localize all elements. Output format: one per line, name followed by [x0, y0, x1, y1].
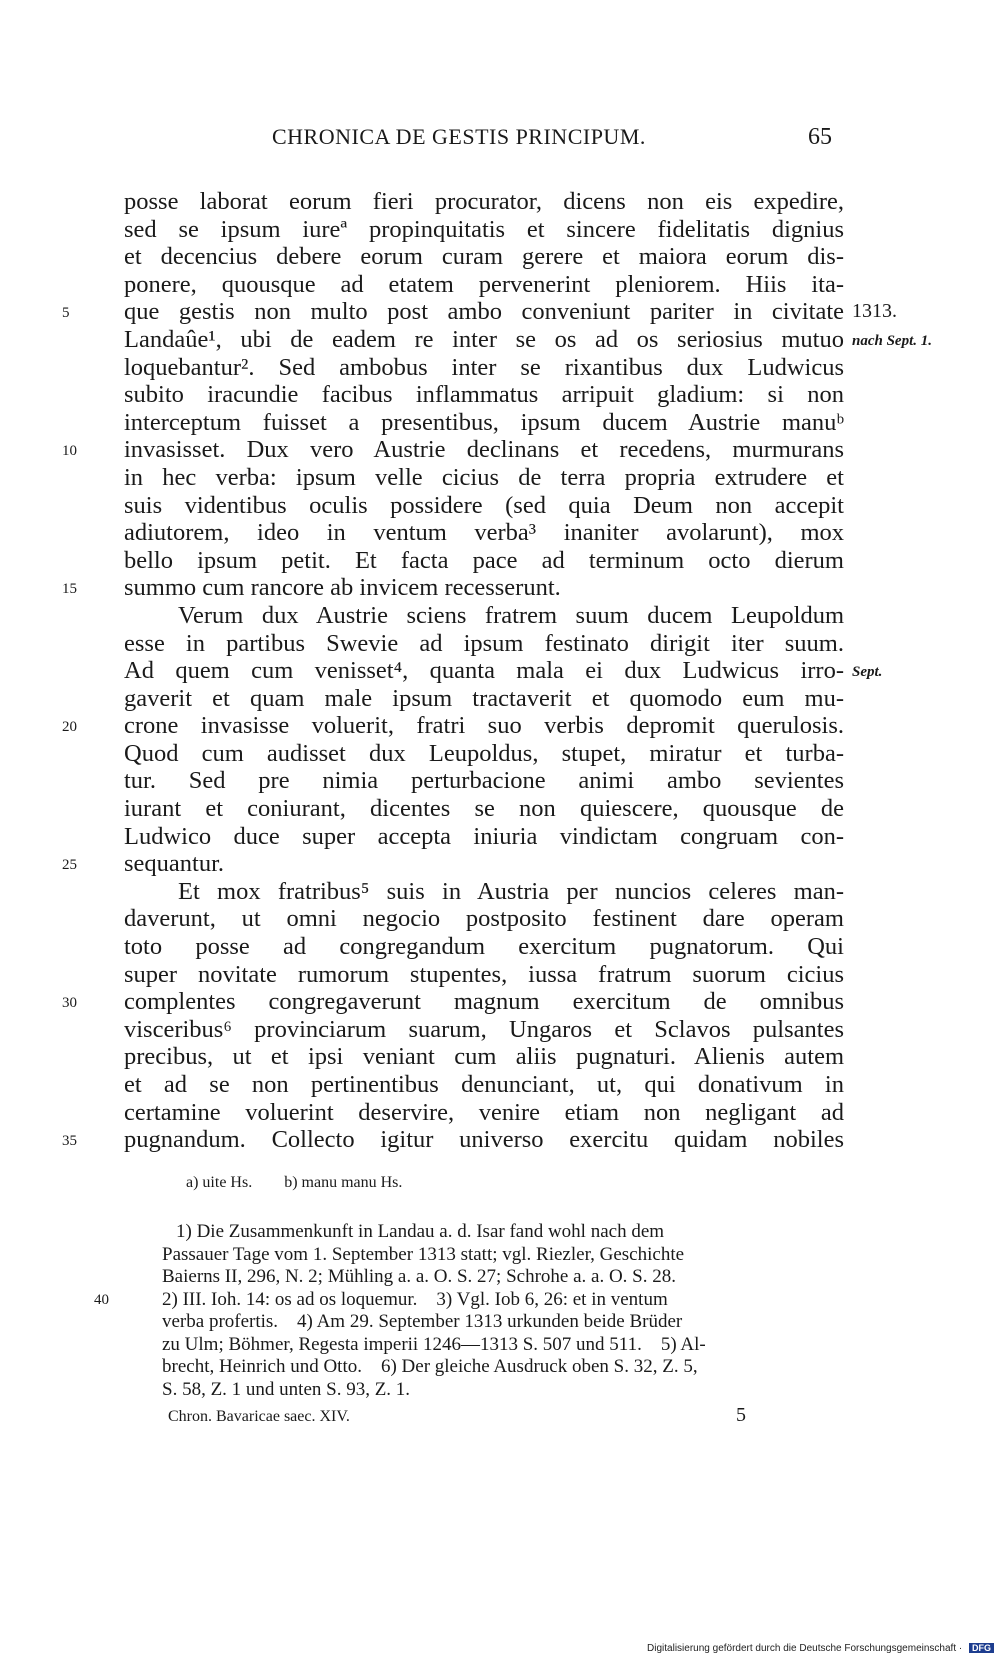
margin-date-note: nach Sept. 1.	[852, 332, 933, 349]
line-text: in hec verba: ipsum velle cicius de terra propria extrudere et	[124, 463, 844, 491]
line-number: 35	[62, 1133, 77, 1150]
line-text: toto posse ad congregandum exercitum pugnatorum. Qui	[124, 933, 844, 961]
line-text: loquebantur². Sed ambobus inter se rixantibus dux Ludwicus	[124, 353, 844, 381]
line-text: interceptum fuisset a presentibus, ipsum ducem Austrie manuᵇ	[124, 408, 844, 436]
line-text: daverunt, ut omni negocio postposito festinent dare operam	[124, 905, 844, 933]
line-number: 15	[62, 581, 77, 598]
line-text: crone invasisse voluerit, fratri suo verbis depromit querulosis.	[124, 712, 844, 740]
text-line	[124, 905, 844, 933]
line-text: super novitate rumorum stupentes, iussa fratrum suorum cicius	[124, 960, 844, 988]
text-line	[62, 436, 844, 464]
footnote-text: zu Ulm; Böhmer, Regesta imperii 1246—1313 S. 507 und 511. 5) Al-	[162, 1333, 706, 1355]
text-line	[124, 602, 844, 630]
text-line	[62, 1126, 844, 1154]
text-line	[62, 988, 844, 1016]
page-number: 65	[808, 124, 832, 150]
footnote-line	[162, 1266, 846, 1289]
line-number: 25	[62, 857, 77, 874]
line-text: Landaûe¹, ubi de eadem re inter se os ad os seriosius mutuo	[124, 325, 844, 353]
line-text: sequantur.	[124, 850, 225, 878]
signature-text: Chron. Bavaricae saec. XIV.	[168, 1408, 350, 1425]
text-line	[124, 216, 844, 244]
text-line	[124, 823, 844, 851]
critical-apparatus	[186, 1174, 434, 1192]
text-line	[62, 298, 897, 326]
text-line	[124, 1043, 844, 1071]
line-text: visceribus⁶ provinciarum suarum, Ungaros et Sclavos pulsantes	[124, 1015, 844, 1043]
text-line	[124, 1099, 844, 1127]
text-line	[124, 795, 844, 823]
text-line	[124, 188, 844, 216]
text-line	[124, 243, 844, 271]
line-number: 10	[62, 443, 77, 460]
text-line	[124, 271, 844, 299]
line-text: ponere, quousque ad etatem pervenerint pleniorem. Hiis ita-	[124, 270, 844, 298]
footnote-text: verba profertis. 4) Am 29. September 1313 urkunden beide Brüder	[162, 1311, 683, 1332]
footnote-text: 2) III. Ioh. 14: os ad os loquemur. 3) Vgl. Iob 6, 26: et in ventum	[162, 1288, 668, 1310]
line-text: pugnandum. Collecto igitur universo exercitu quidam nobiles	[124, 1126, 844, 1154]
footnotes	[94, 1221, 846, 1401]
line-text: posse laborat eorum fieri procurator, dicens non eis expedire,	[124, 188, 844, 215]
footnote-line	[162, 1334, 846, 1357]
line-text: et ad se non pertinentibus denunciant, ut, qui donativum in	[124, 1071, 844, 1098]
line-text: que gestis non multo post ambo conveniunt pariter in civitate	[124, 298, 844, 326]
line-text: Et mox fratribus⁵ suis in Austria per nuncios celeres man-	[178, 877, 844, 905]
text-line	[124, 1071, 844, 1099]
footnote-text: Baierns II, 296, N. 2; Mühling a. a. O. S. 27; Schrohe a. a. O. S. 28.	[162, 1266, 676, 1287]
margin-date-note: 1313.	[852, 300, 897, 323]
line-text: precibus, ut et ipsi veniant cum aliis pugnaturi. Alienis autem	[124, 1043, 844, 1071]
digitization-credit	[647, 1643, 994, 1654]
line-text: iurant et coniurant, dicentes se non quiescere, quousque de	[124, 795, 844, 823]
line-text: tur. Sed pre nimia perturbacione animi ambo sevientes	[124, 767, 844, 795]
text-line	[124, 409, 844, 437]
line-text: invasisset. Dux vero Austrie declinans et recedens, murmurans	[124, 436, 844, 464]
text-line	[124, 1016, 844, 1044]
margin-date-note: Sept.	[852, 664, 883, 681]
text-line	[124, 630, 844, 658]
text-line	[124, 961, 844, 989]
line-text: bello ipsum petit. Et facta pace ad terminum octo dierum	[124, 546, 844, 574]
text-line	[124, 740, 844, 768]
footnote-line	[162, 1221, 846, 1244]
line-number: 40	[94, 1291, 109, 1308]
footnote-line	[162, 1356, 846, 1379]
footnote-line	[162, 1311, 846, 1334]
text-line	[124, 878, 844, 906]
line-text: complentes congregaverunt magnum exercitum de omnibus	[124, 988, 844, 1016]
dfg-logo: DFG	[969, 1643, 994, 1653]
line-number: 30	[62, 995, 77, 1012]
text-line	[124, 657, 883, 685]
footnote-text: Passauer Tage vom 1. September 1313 statt; vgl. Riezler, Geschichte	[162, 1243, 685, 1265]
main-text	[62, 188, 933, 1154]
footnote-text: S. 58, Z. 1 und unten S. 93, Z. 1.	[162, 1378, 411, 1400]
text-line	[124, 519, 844, 547]
line-text: Ad quem cum venisset⁴, quanta mala ei dux Ludwicus irro-	[124, 657, 844, 685]
running-title: CHRONICA DE GESTIS PRINCIPUM.	[272, 124, 646, 149]
line-text: adiutorem, ideo in ventum verba³ inaniter avolarunt), mox	[124, 519, 844, 547]
text-line	[124, 685, 844, 713]
line-text: Ludwico duce super accepta iniuria vindictam congruam con-	[124, 822, 844, 850]
credit-text: Digitalisierung gefördert durch die Deutsche Forschungsgemeinschaft ·	[647, 1643, 963, 1654]
signature-number: 5	[736, 1404, 746, 1426]
apparatus-entry: a) uite Hs.	[186, 1174, 253, 1191]
text-line	[124, 325, 933, 354]
line-text: esse in partibus Swevie ad ipsum festinato dirigit iter suum.	[124, 629, 844, 657]
text-line	[124, 354, 844, 382]
line-text: sed se ipsum iureª propinquitatis et sincere fidelitatis dignius	[124, 215, 844, 243]
text-line	[124, 492, 844, 520]
apparatus-entry: b) manu manu Hs.	[284, 1174, 403, 1191]
text-line	[62, 850, 844, 878]
footnote-text: 1) Die Zusammenkunft in Landau a. d. Isar fand wohl nach dem	[176, 1221, 665, 1242]
footnote-line	[94, 1288, 846, 1312]
line-text: Quod cum audisset dux Leupoldus, stupet, miratur et turba-	[124, 739, 844, 767]
text-line	[124, 381, 844, 409]
text-line	[124, 933, 844, 961]
line-number: 20	[62, 719, 77, 736]
footnote-text: brecht, Heinrich und Otto. 6) Der gleiche Ausdruck oben S. 32, Z. 5,	[162, 1356, 698, 1377]
line-text: Verum dux Austrie sciens fratrem suum ducem Leupoldum	[178, 601, 844, 629]
line-text: et decencius debere eorum curam gerere et maiora eorum dis-	[124, 243, 844, 271]
text-line	[62, 712, 844, 740]
footnote-line	[162, 1379, 846, 1402]
line-text: certamine voluerint deservire, venire etiam non negligant ad	[124, 1098, 844, 1126]
sheet-signature	[168, 1404, 748, 1426]
text-line	[124, 767, 844, 795]
text-line	[62, 574, 844, 602]
line-text: subito iracundie facibus inflammatus arripuit gladium: si non	[124, 381, 844, 409]
line-text: summo cum rancore ab invicem recesserunt.	[124, 574, 561, 602]
text-line	[124, 547, 844, 575]
line-number: 5	[62, 305, 70, 322]
line-text: gaverit et quam male ipsum tractaverit et quomodo eum mu-	[124, 684, 844, 712]
text-line	[124, 464, 844, 492]
footnote-line	[162, 1244, 846, 1267]
line-text: suis videntibus oculis possidere (sed quia Deum non accepit	[124, 491, 844, 519]
